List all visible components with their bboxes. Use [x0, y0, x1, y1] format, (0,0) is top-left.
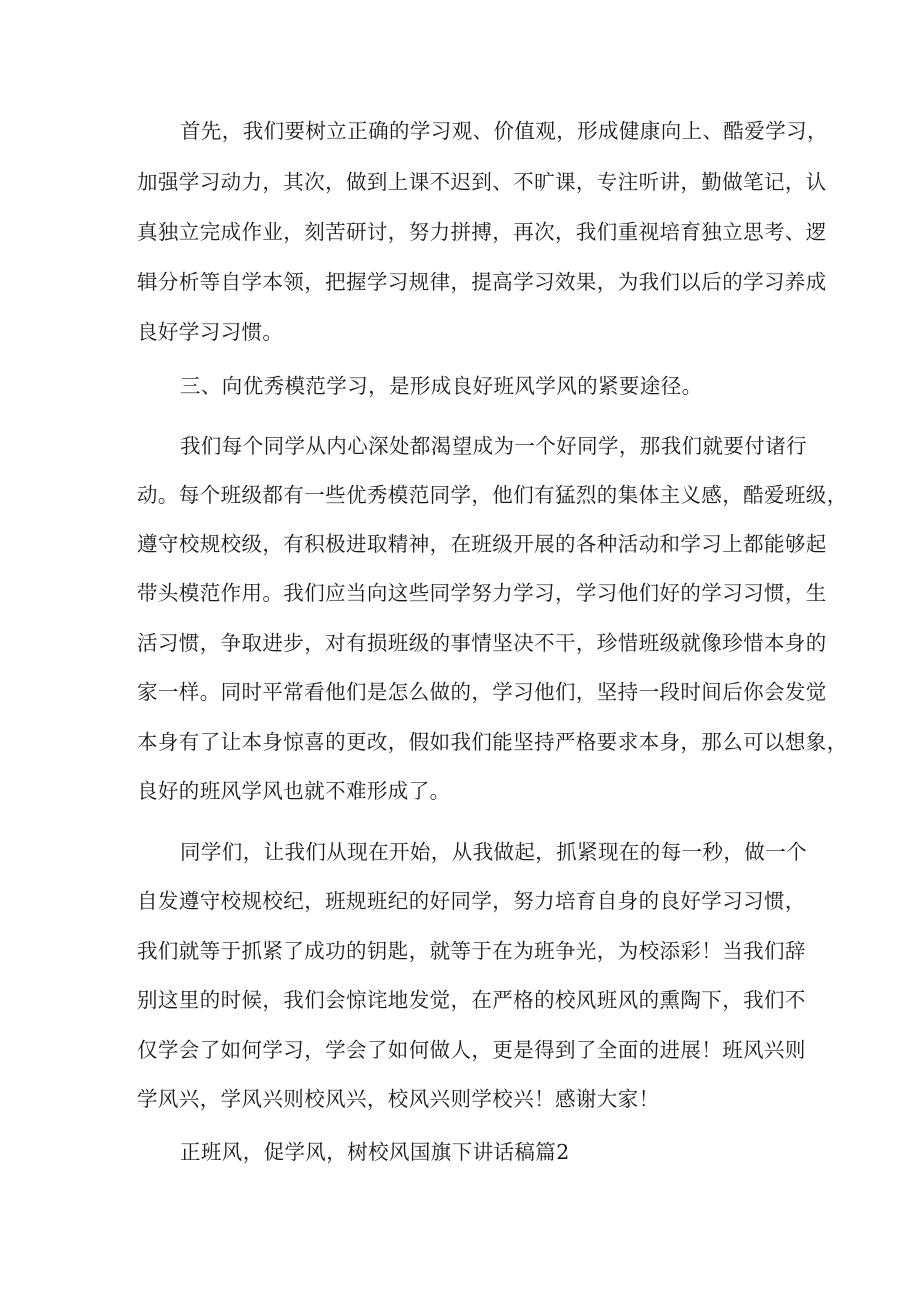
- text-line: 良好学习习惯。: [137, 320, 284, 344]
- text-line: 良好的班风学风也就不难形成了。: [137, 779, 451, 803]
- text-line: 同学们，让我们从现在开始，从我做起，抓紧现在的每一秒，做一个: [180, 840, 807, 864]
- text-line: 学风兴，学风兴则校风兴，校风兴则学校兴！感谢大家！: [137, 1087, 660, 1111]
- text-line: 仅学会了如何学习，学会了如何做人，更是得到了全面的进展！班风兴则: [137, 1038, 806, 1062]
- section-heading-three: 三、向优秀模范学习，是形成良好班风学风的紧要途径。: [180, 374, 703, 398]
- text-line: 首先，我们要树立正确的学习观、价值观，形成健康向上、酷爱学习，: [180, 119, 828, 143]
- text-line: 我们就等于抓紧了成功的钥匙，就等于在为班争光，为校添彩！当我们辞: [137, 939, 806, 963]
- text-line: 遵守校规校级，有积极进取精神，在班级开展的各种活动和学习上都能够起: [137, 532, 827, 556]
- text-line: 带头模范作用。我们应当向这些同学努力学习，学习他们好的学习习惯，生: [137, 581, 827, 605]
- text-line: 家一样。同时平常看他们是怎么做的，学习他们，坚持一段时间后你会发觉: [137, 680, 827, 704]
- text-line: 动。每个班级都有一些优秀模范同学，他们有猛烈的集体主义感，酷爱班级，: [137, 483, 848, 507]
- text-line: 加强学习动力，其次，做到上课不迟到、不旷课，专注听讲，勤做笔记，认: [137, 170, 827, 194]
- text-line: 自发遵守校规校纪，班规班纪的好同学，努力培育自身的良好学习习惯，: [137, 889, 806, 913]
- text-line: 活习惯，争取进步，对有损班级的事情坚决不干，珍惜班级就像珍惜本身的: [137, 631, 827, 655]
- text-line: 辑分析等自学本领，把握学习规律，提高学习效果，为我们以后的学习养成: [137, 270, 827, 294]
- text-line: 真独立完成作业，刻苦研讨，努力拼搏，再次，我们重视培育独立思考、逻: [137, 220, 827, 244]
- text-line: 本身有了让本身惊喜的更改，假如我们能坚持严格要求本身，那么可以想象，: [137, 730, 848, 754]
- section-title: 正班风，促学风，树校风国旗下讲话稿篇2: [180, 1140, 570, 1164]
- text-line: 我们每个同学从内心深处都渴望成为一个好同学，那我们就要付诸行: [180, 434, 807, 458]
- text-line: 别这里的时候，我们会惊诧地发觉，在严格的校风班风的熏陶下，我们不: [137, 988, 806, 1012]
